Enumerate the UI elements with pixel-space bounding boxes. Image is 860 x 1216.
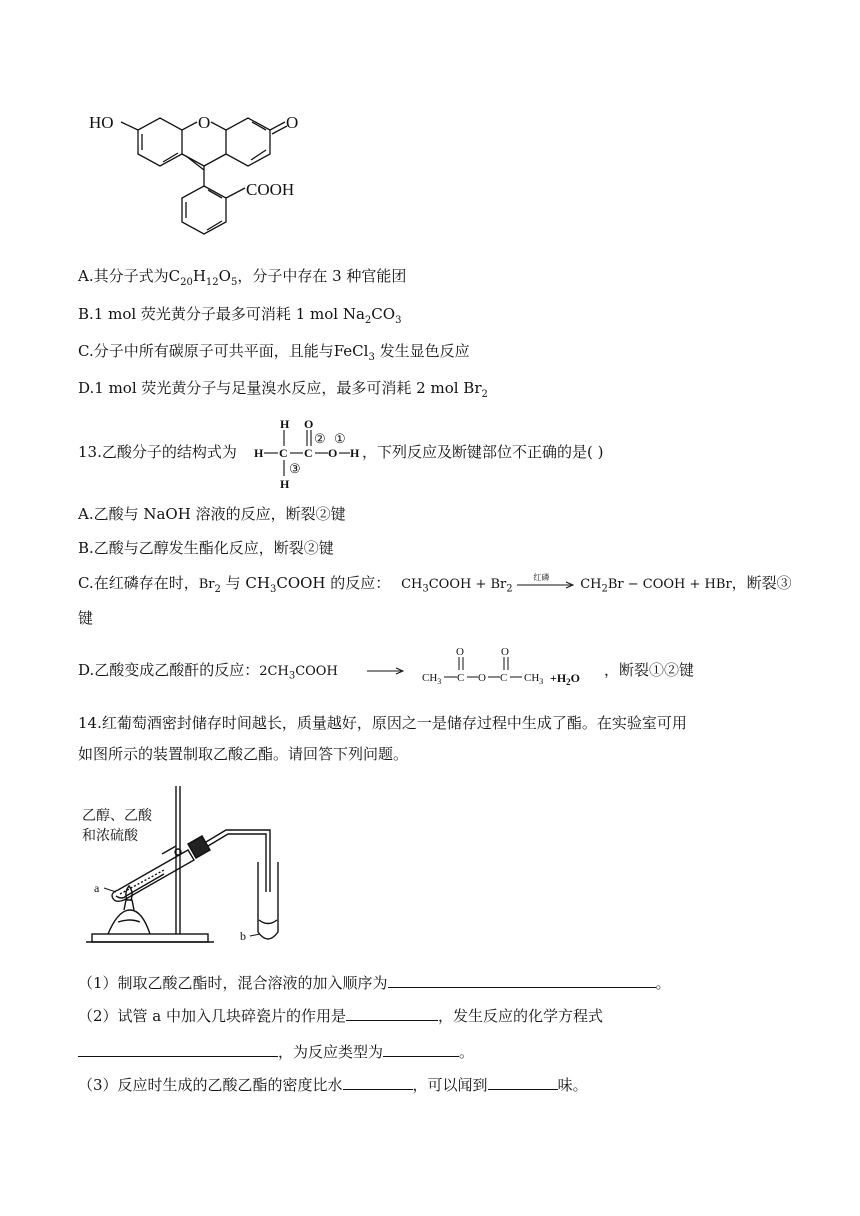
svg-text:C: C [304, 446, 313, 460]
option-13d: D.乙酸变成乙酸酐的反应：$2CH_3COOH$ [78, 661, 338, 682]
option-12c: C.分子中所有碳原子可共平面，且能与FeCl$_3$ 发生显色反应 [78, 342, 470, 363]
svg-text:H: H [350, 446, 360, 460]
svg-text:O: O [328, 446, 338, 460]
svg-text:a: a [94, 881, 100, 895]
svg-text:①: ① [334, 431, 346, 446]
question-14-part1: （1）制取乙酸乙酯时，混合溶液的加入顺序为 。 [78, 974, 671, 992]
svg-text:H: H [280, 477, 290, 491]
svg-text:O: O [304, 417, 314, 431]
question-13-number: 13.乙酸分子的结构式为 [78, 443, 237, 461]
answer-blank-1[interactable] [388, 973, 656, 988]
svg-text:C: C [500, 672, 508, 684]
svg-text:C: C [279, 446, 288, 460]
fluorescein-structure [85, 100, 315, 250]
svg-text:O: O [501, 646, 509, 658]
acetic-acid-structure [252, 416, 362, 492]
cooh-label: COOH [246, 180, 295, 199]
question-14-part2b: ，为反应类型为 。 [78, 1042, 474, 1062]
question-13-stem: ，下列反应及断键部位不正确的是( ) [362, 443, 604, 461]
svg-text:CH3: $CH_3$ [422, 672, 442, 686]
svg-text:H: H [254, 446, 264, 460]
option-13b: B.乙酸与乙醇发生酯化反应，断裂②键 [78, 539, 334, 557]
reaction-arrow: 红磷 [517, 577, 575, 591]
svg-text:O: O [478, 672, 486, 684]
question-14-line2: 如图所示的装置制取乙酸乙酯。请回答下列问题。 [78, 745, 409, 763]
svg-text:乙醇、乙酸: 乙醇、乙酸 [82, 809, 152, 824]
svg-text:H: H [280, 417, 290, 431]
answer-blank-2[interactable] [346, 1006, 438, 1021]
question-14-line1: 14.红葡萄酒密封储存时间越长，质量越好，原因之一是储存过程中生成了酯。在实验室可用 [78, 714, 687, 732]
option-12d: D.1 mol 荧光黄分子与足量溴水反应，最多可消耗 2 mol $Br_2$ [78, 379, 488, 400]
question-14-part3: （3）反应时生成的乙酸乙酯的密度比水 ，可以闻到 味。 [78, 1076, 588, 1094]
svg-text:③: ③ [289, 461, 301, 476]
svg-text:②: ② [314, 431, 326, 446]
svg-text:C: C [457, 672, 465, 684]
answer-blank-5[interactable] [343, 1075, 413, 1090]
option-13c-wrap: 键 [78, 609, 94, 627]
ho-label: HO [89, 113, 114, 132]
option-13d-post: ，断裂①②键 [604, 661, 695, 679]
reaction-arrow-d [367, 664, 407, 678]
keto-oxygen-label: O [286, 113, 299, 132]
svg-text:CH3: $CH_3$ [524, 672, 544, 686]
svg-text:O: O [456, 646, 464, 658]
svg-text:+H2O: $+H_2O$ [550, 671, 581, 687]
answer-blank-6[interactable] [488, 1075, 558, 1090]
option-13c: C.在红磷存在时，$Br_2$ 与 $CH_3COOH$ 的反应： $CH_3COOH + Br_2$ 红磷 $CH_2Br$ − COOH + HBr，断裂③ [78, 573, 792, 595]
acetic-anhydride-structure [420, 644, 610, 690]
option-12b: B.1 mol 荧光黄分子最多可消耗 1 mol $Na_2CO_3$ [78, 305, 402, 326]
apparatus-diagram [78, 782, 298, 952]
answer-blank-3[interactable] [78, 1042, 278, 1057]
svg-text:b: b [240, 929, 246, 943]
ring-oxygen-label: O [198, 113, 211, 132]
option-12a: A.其分子式为$C_{20}H_{12}O_5$，分子中存在 3 种官能团 [78, 267, 407, 288]
option-13a: A.乙酸与 NaOH 溶液的反应，断裂②键 [78, 505, 346, 523]
answer-blank-4[interactable] [383, 1042, 459, 1057]
question-14-part2: （2）试管 a 中加入几块碎瓷片的作用是 ，发生反应的化学方程式 [78, 1007, 604, 1025]
svg-text:和浓硫酸: 和浓硫酸 [82, 829, 138, 844]
